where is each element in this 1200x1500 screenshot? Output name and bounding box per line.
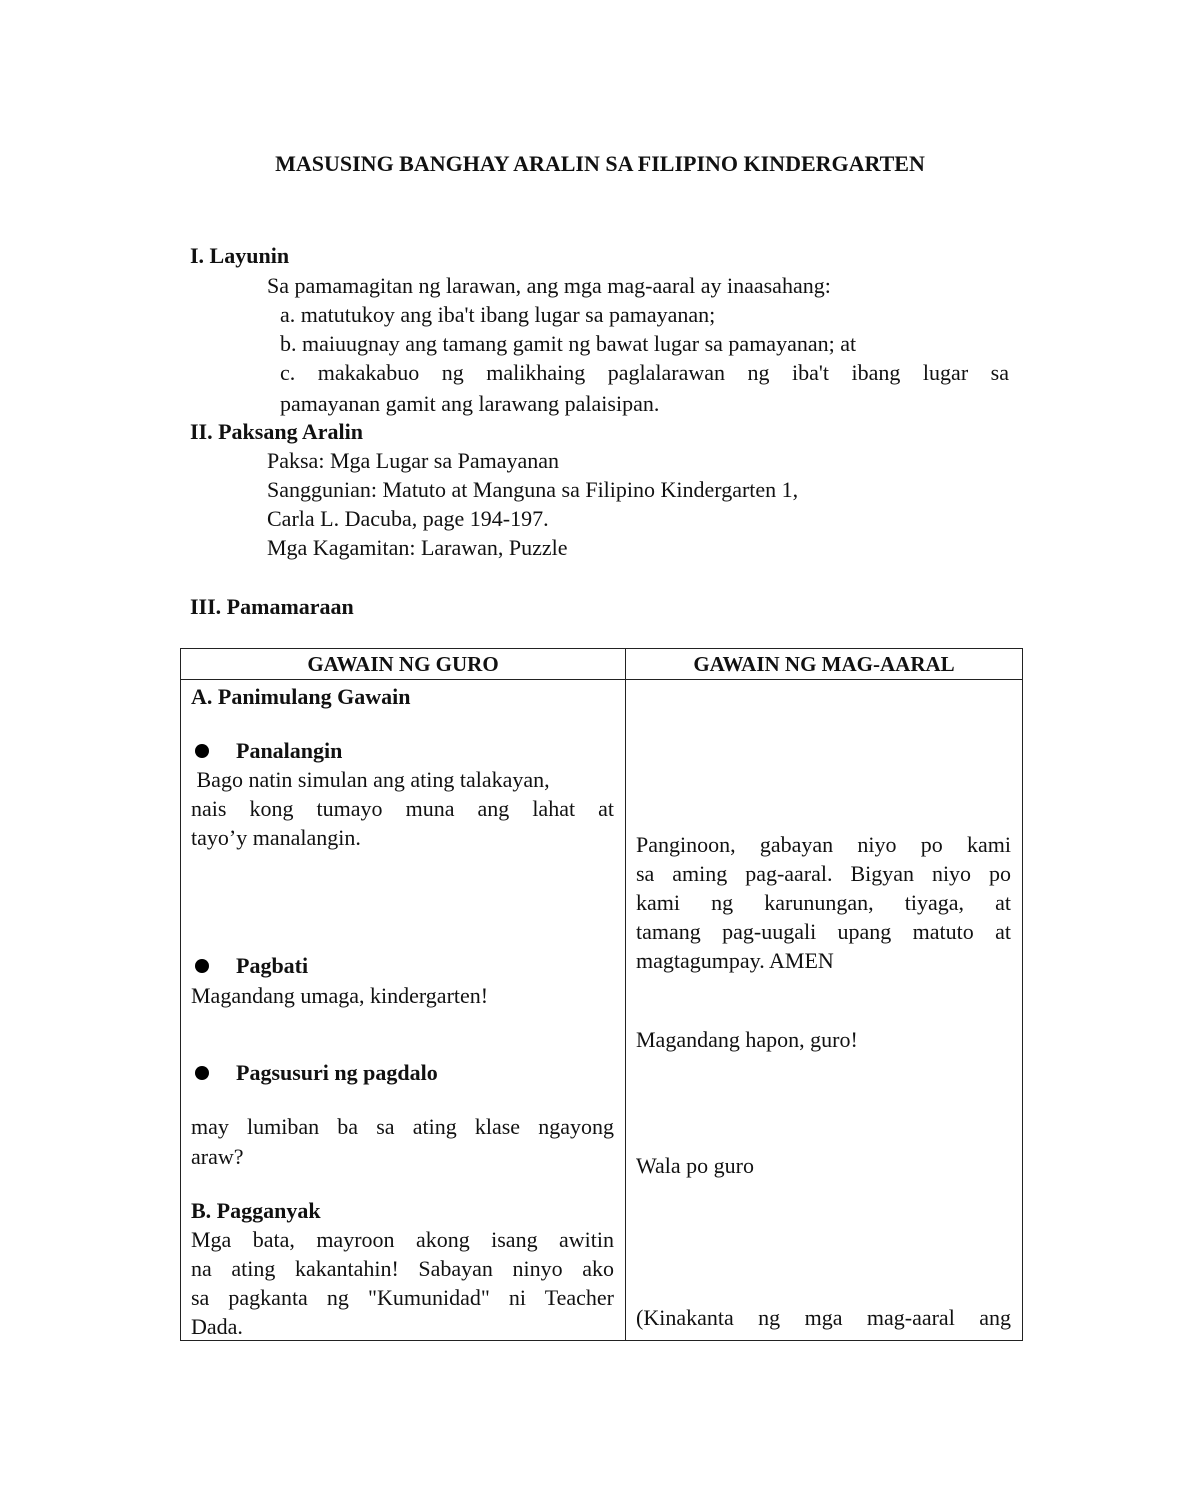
sagot-panalangin-line4: tamang pag-uugali upang matuto at xyxy=(636,919,1011,944)
panalangin-title: Panalangin xyxy=(236,738,343,763)
column-header-guro: GAWAIN NG GURO xyxy=(181,649,626,680)
sagot-panalangin-line3: kami ng karunungan, tiyaga, at xyxy=(636,890,1011,915)
sagot-pagganyak: (Kinakanta ng mga mag-aaral ang xyxy=(636,1305,1011,1330)
bullet-icon xyxy=(195,744,209,758)
layunin-heading: I. Layunin xyxy=(190,243,290,268)
pagganyak-line1: Mga bata, mayroon akong isang awitin xyxy=(191,1227,614,1252)
sagot-pagbati: Magandang hapon, guro! xyxy=(636,1027,858,1052)
sanggunian-line2: Carla L. Dacuba, page 194-197. xyxy=(267,506,549,531)
pagdalo-line1: may lumiban ba sa ating klase ngayong xyxy=(191,1114,614,1139)
pagganyak-line4: Dada. xyxy=(191,1314,243,1339)
column-header-mag-aaral: GAWAIN NG MAG-AARAL xyxy=(626,649,1023,680)
pagdalo-title: Pagsusuri ng pagdalo xyxy=(236,1060,438,1085)
section-b-heading: B. Pagganyak xyxy=(191,1198,321,1223)
pamamaraan-heading: III. Pamamaraan xyxy=(190,594,354,619)
sagot-panalangin-line5: magtagumpay. AMEN xyxy=(636,948,834,973)
layunin-item-c-line2: pamayanan gamit ang larawang palaisipan. xyxy=(280,391,660,416)
sagot-pagdalo: Wala po guro xyxy=(636,1153,754,1178)
paksang-aralin-heading: II. Paksang Aralin xyxy=(190,419,363,444)
section-a-heading: A. Panimulang Gawain xyxy=(191,684,411,709)
panalangin-line1: Bago natin simulan ang ating talakayan, xyxy=(191,767,550,792)
pagganyak-line3: sa pagkanta ng "Kumunidad" ni Teacher xyxy=(191,1285,614,1310)
pagbati-text: Magandang umaga, kindergarten! xyxy=(191,983,489,1008)
kagamitan: Mga Kagamitan: Larawan, Puzzle xyxy=(267,535,568,560)
mag-aaral-cell xyxy=(626,680,1023,1341)
pagganyak-line2: na ating kakantahin! Sabayan ninyo ako xyxy=(191,1256,614,1281)
bullet-icon xyxy=(195,1066,209,1080)
paksa: Paksa: Mga Lugar sa Pamayanan xyxy=(267,448,560,473)
panalangin-line2: nais kong tumayo muna ang lahat at xyxy=(191,796,614,821)
lesson-procedure-table xyxy=(180,648,1023,1341)
layunin-item-b: b. maiuugnay ang tamang gamit ng bawat lugar sa pamayanan; at xyxy=(280,331,857,356)
sanggunian-line1: Sanggunian: Matuto at Manguna sa Filipino Kindergarten 1, xyxy=(267,477,799,502)
page-title: MASUSING BANGHAY ARALIN SA FILIPINO KINDERGARTEN xyxy=(275,151,925,176)
layunin-item-c-line1: c. makakabuo ng malikhaing paglalarawan ng iba't ibang lugar sa xyxy=(280,360,1009,385)
sagot-panalangin-line1: Panginoon, gabayan niyo po kami xyxy=(636,832,1011,857)
pagbati-title: Pagbati xyxy=(236,953,309,978)
pagdalo-line2: araw? xyxy=(191,1144,244,1169)
panalangin-line3: tayo’y manalangin. xyxy=(191,825,361,850)
bullet-icon xyxy=(195,959,209,973)
sagot-panalangin-line2: sa aming pag-aaral. Bigyan niyo po xyxy=(636,861,1011,886)
layunin-item-a: a. matutukoy ang iba't ibang lugar sa pamayanan; xyxy=(280,302,716,327)
guro-cell xyxy=(181,680,626,1341)
layunin-intro: Sa pamamagitan ng larawan, ang mga mag-aaral ay inaasahang: xyxy=(267,273,831,298)
